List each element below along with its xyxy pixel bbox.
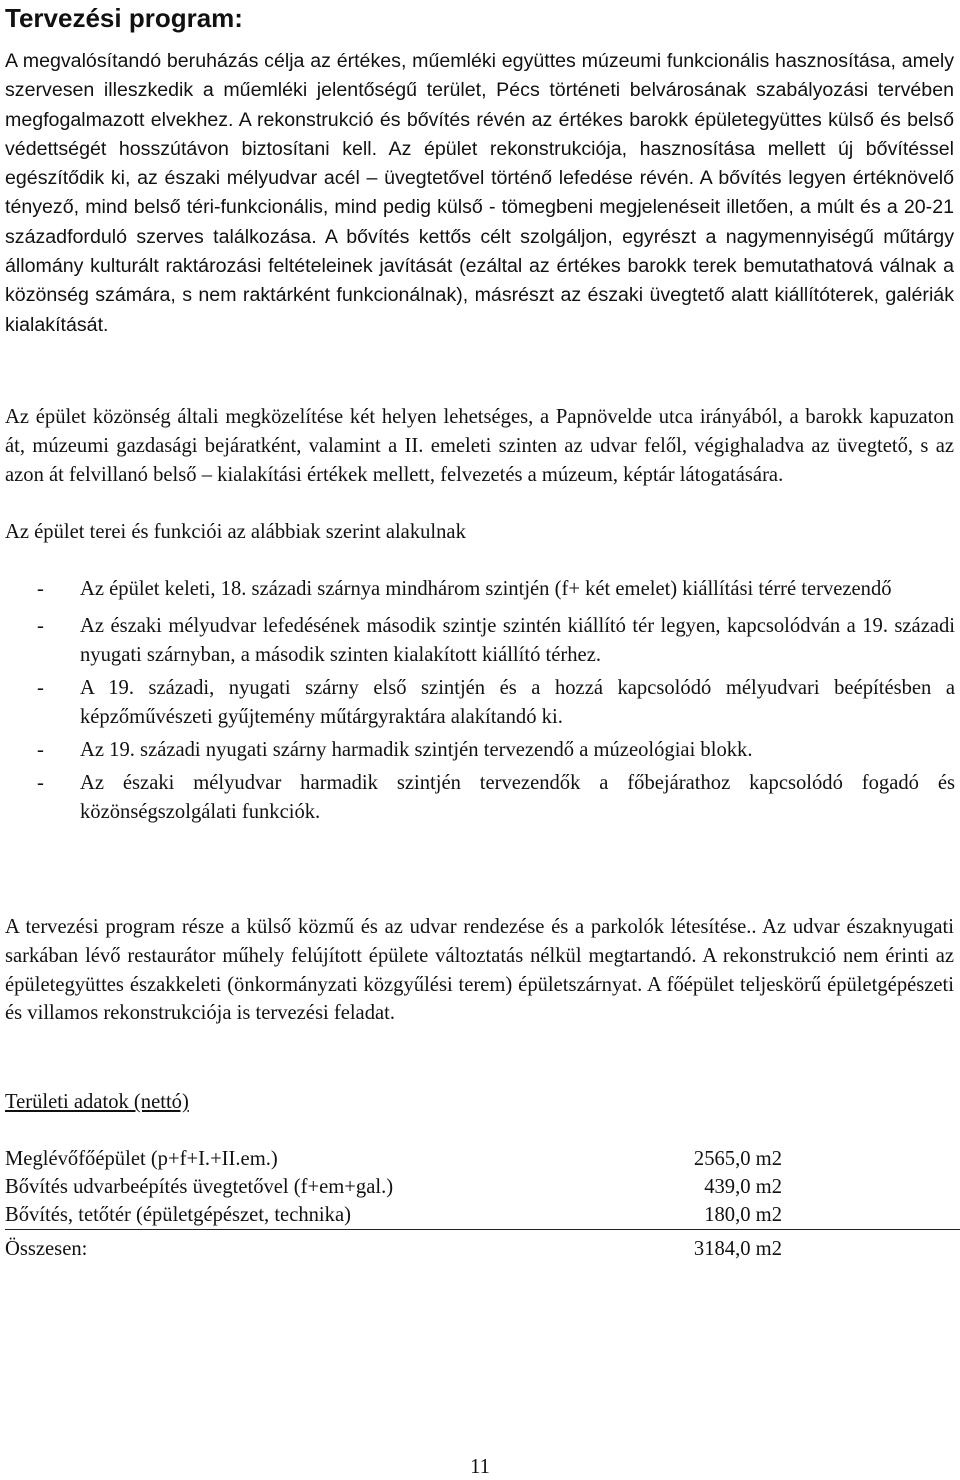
page-number: 11 xyxy=(470,1456,490,1478)
area-label: Meglévőfőépület (p+f+I.+II.em.) xyxy=(5,1148,278,1170)
area-value: 2565,0 m2 xyxy=(693,1148,782,1170)
list-item-text: Az északi mélyudvar harmadik szintjén tervezendők a főbejárathoz kapcsolódó fogadó és közönségszolgálati funkciók. xyxy=(80,772,955,823)
area-value: 180,0 m2 xyxy=(642,1201,960,1230)
area-label: Bővítés, tetőtér (épületgépészet, technika) xyxy=(5,1201,642,1230)
list-item xyxy=(0,736,955,765)
area-data-title: Területi adatok (nettó) xyxy=(5,1091,189,1113)
area-value: 439,0 m2 xyxy=(704,1176,782,1198)
total-value: 3184,0 m2 xyxy=(693,1238,782,1260)
spaces-list xyxy=(0,575,955,827)
dash-bullet: - xyxy=(37,578,44,600)
list-item-text: Az északi mélyudvar lefedésének második szintje szintén kiállító tér legyen, kapcsolódván a 19. századi nyugati szárnyban, a második szinten kialakított kiállító térhez. xyxy=(80,615,955,666)
list-item-text: Az 19. századi nyugati szárny harmadik szintjén tervezendő a múzeológiai blokk. xyxy=(80,739,753,761)
table-row xyxy=(5,1201,960,1230)
list-item-text: A 19. századi, nyugati szárny első szintjén és a hozzá kapcsolódó mélyudvari beépítésben a képzőművészeti gyűjtemény műtárgyraktára alakítandó ki. xyxy=(80,677,955,728)
list-item xyxy=(0,575,955,604)
page-title: Tervezési program: xyxy=(5,3,243,33)
table-row xyxy=(5,1173,960,1201)
list-item-text: Az épület keleti, 18. századi szárnya mindhárom szintjén (f+ két emelet) kiállítási térré tervezendő xyxy=(80,578,892,600)
scope-paragraph: A tervezési program része a külső közmű és az udvar rendezése és a parkolók létesítése.. Az udvar északnyugati sarkában lévő restaurátor műhely felújított épülete változtatás nélkül megtartandó. A rekonstrukció nem érinti az épületegyüttes északkeleti (önkormányzati közgyűlési terem) épületszárnyat. A főépület teljeskörű épületgépészeti és villamos rekonstrukciója is tervezési feladat. xyxy=(5,916,954,1025)
list-item xyxy=(0,769,955,827)
list-item xyxy=(0,612,955,670)
dash-bullet: - xyxy=(37,615,44,637)
intro-paragraph: A megvalósítandó beruházás célja az értékes, műemléki együttes múzeumi funkcionális hasznosítása, amely szervesen illeszkedik a műemléki jelentőségű terület, Pécs történeti belvárosának szabályozási tervében megfogalmazott elvekhez. A rekonstrukció és bővítés révén az értékes barokk épületegyüttes külső és belső védettségét hosszútávon biztosítani kell. Az épület rekonstrukciója, hasznosítása mellett új bővítéssel egészítődik ki, az északi mélyudvar acél – üvegtetővel történő lefedése révén. A bővítés legyen értéknövelő tényező, mind belső téri-funkcionális, mind pedig külső - tömegbeni megjelenéseit illetően, a múlt és a 20-21 századforduló szerves találkozása. A bővítés kettős célt szolgáljon, egyrészt a nagymennyiségű műtárgy állomány kulturált raktározási feltételeinek javítását (ezáltal az értékes barokk terek bemutathatová válnak a közönség számára, s nem raktárként funkcionálnak), másrészt az északi üvegtető alatt kiállítóterek, galériák kialakítását. xyxy=(5,50,954,336)
table-row xyxy=(5,1145,960,1173)
area-data-table xyxy=(5,1145,960,1263)
total-label: Összesen: xyxy=(5,1238,88,1260)
area-label: Bővítés udvarbeépítés üvegtetővel (f+em+gal.) xyxy=(5,1176,394,1198)
access-paragraph: Az épület közönség általi megközelítése két helyen lehetséges, a Papnövelde utca irányából, a barokk kapuzaton át, múzeumi gazdasági bejáratként, valamint a II. emeleti szinten az udvar felől, végighaladva az üvegtető, s az azon át felvillanó belső – kialakítási értékek mellett, felvezetés a múzeum, képtár látogatására. xyxy=(5,406,954,486)
dash-bullet: - xyxy=(37,772,44,794)
spaces-intro-paragraph: Az épület terei és funkciói az alábbiak szerint alakulnak xyxy=(5,521,466,543)
dash-bullet: - xyxy=(37,677,44,699)
total-row xyxy=(5,1230,960,1264)
list-item xyxy=(0,674,955,732)
dash-bullet: - xyxy=(37,739,44,761)
